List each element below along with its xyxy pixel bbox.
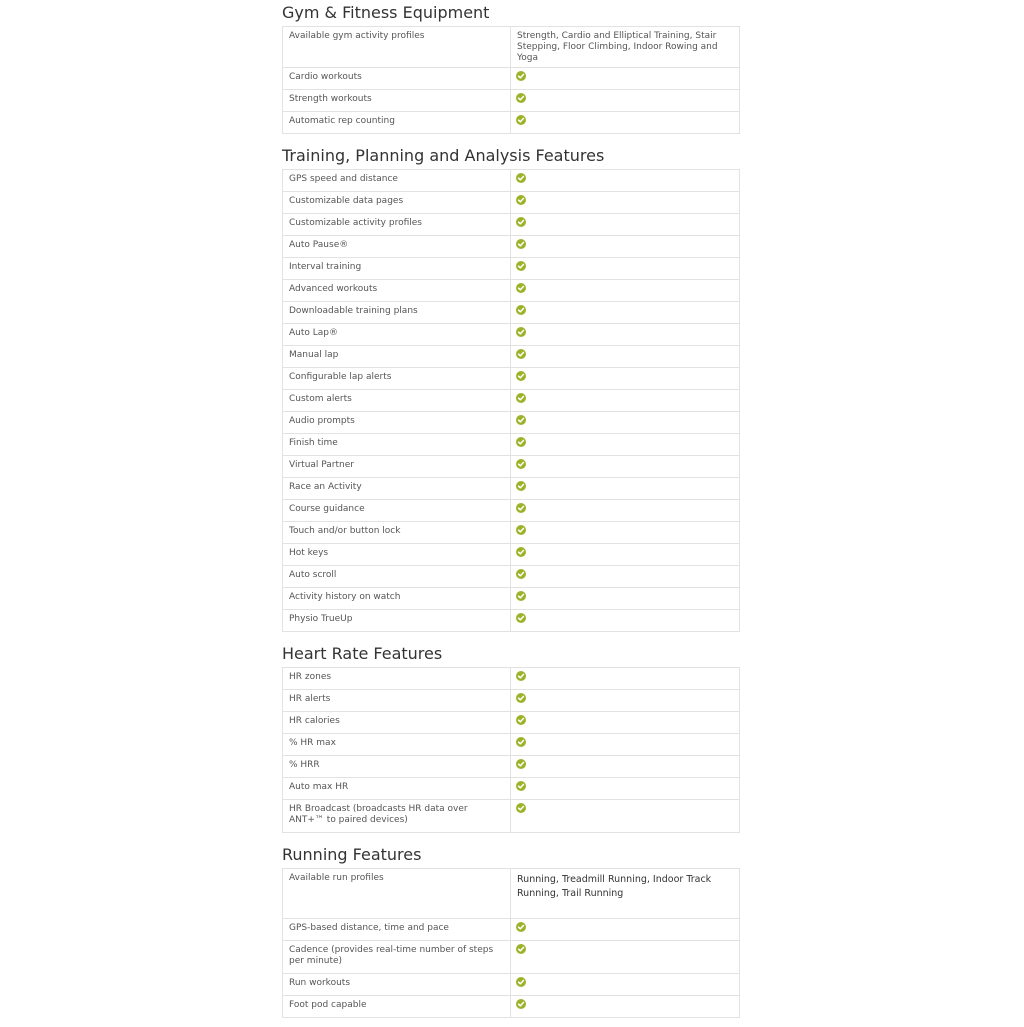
feature-value xyxy=(511,756,740,778)
table-row xyxy=(283,610,740,632)
section-title-heart-rate-features: Heart Rate Features xyxy=(282,644,443,663)
table-row xyxy=(283,27,740,68)
table-row xyxy=(283,778,740,800)
feature-label: GPS speed and distance xyxy=(283,170,511,192)
table-row xyxy=(283,919,740,941)
feature-link[interactable]: Physio TrueUp xyxy=(283,610,511,632)
table-row xyxy=(283,478,740,500)
spec-content xyxy=(282,0,741,1027)
feature-label: HR Broadcast (broadcasts HR data over ANT+™ to paired devices) xyxy=(283,800,511,833)
check-icon xyxy=(516,239,526,249)
feature-value xyxy=(511,544,740,566)
check-icon xyxy=(516,93,526,103)
table-row xyxy=(283,522,740,544)
table-row xyxy=(283,280,740,302)
check-icon xyxy=(516,261,526,271)
feature-value xyxy=(511,434,740,456)
table-row xyxy=(283,368,740,390)
check-icon xyxy=(516,547,526,557)
table-row xyxy=(283,690,740,712)
feature-value xyxy=(511,456,740,478)
spec-table-training-planning-and-analysis-features xyxy=(282,169,740,632)
feature-value xyxy=(511,324,740,346)
feature-label: % HRR xyxy=(283,756,511,778)
check-icon xyxy=(516,459,526,469)
feature-label: Run workouts xyxy=(283,974,511,996)
feature-value xyxy=(511,690,740,712)
check-icon xyxy=(516,977,526,987)
feature-label: Manual lap xyxy=(283,346,511,368)
table-row xyxy=(283,434,740,456)
feature-value xyxy=(511,236,740,258)
feature-label: Customizable activity profiles xyxy=(283,214,511,236)
feature-label: Custom alerts xyxy=(283,390,511,412)
feature-value xyxy=(511,588,740,610)
check-icon xyxy=(516,393,526,403)
check-icon xyxy=(516,591,526,601)
table-row xyxy=(283,712,740,734)
feature-label: Touch and/or button lock xyxy=(283,522,511,544)
table-row xyxy=(283,258,740,280)
table-row xyxy=(283,302,740,324)
feature-value xyxy=(511,566,740,588)
feature-label: Auto Lap® xyxy=(283,324,511,346)
feature-value xyxy=(511,778,740,800)
check-icon xyxy=(516,115,526,125)
table-row xyxy=(283,566,740,588)
feature-label: Cadence (provides real-time number of steps per minute) xyxy=(283,941,511,974)
table-row xyxy=(283,412,740,434)
feature-value xyxy=(511,170,740,192)
feature-label: Strength workouts xyxy=(283,90,511,112)
spec-table-gym-fitness-equipment xyxy=(282,26,740,134)
check-icon xyxy=(516,217,526,227)
feature-label: Cardio workouts xyxy=(283,68,511,90)
feature-value xyxy=(511,346,740,368)
check-icon xyxy=(516,195,526,205)
table-row xyxy=(283,588,740,610)
check-icon xyxy=(516,715,526,725)
check-icon xyxy=(516,437,526,447)
check-icon xyxy=(516,283,526,293)
table-row xyxy=(283,996,740,1018)
check-icon xyxy=(516,415,526,425)
spec-table-running-features xyxy=(282,868,740,1018)
feature-value xyxy=(511,280,740,302)
check-icon xyxy=(516,327,526,337)
feature-label: Auto scroll xyxy=(283,566,511,588)
check-icon xyxy=(516,525,526,535)
check-icon xyxy=(516,944,526,954)
table-row xyxy=(283,869,740,919)
check-icon xyxy=(516,922,526,932)
table-row xyxy=(283,390,740,412)
feature-label: Downloadable training plans xyxy=(283,302,511,324)
feature-value xyxy=(511,302,740,324)
feature-value xyxy=(511,68,740,90)
table-row xyxy=(283,346,740,368)
table-row xyxy=(283,170,740,192)
feature-value xyxy=(511,800,740,833)
feature-value xyxy=(511,941,740,974)
feature-value xyxy=(511,996,740,1018)
feature-label: Foot pod capable xyxy=(283,996,511,1018)
feature-label: Configurable lap alerts xyxy=(283,368,511,390)
table-row xyxy=(283,500,740,522)
check-icon xyxy=(516,613,526,623)
table-row xyxy=(283,236,740,258)
feature-label: Interval training xyxy=(283,258,511,280)
check-icon xyxy=(516,781,526,791)
table-row xyxy=(283,68,740,90)
feature-label: Customizable data pages xyxy=(283,192,511,214)
feature-label: Auto max HR xyxy=(283,778,511,800)
feature-value xyxy=(511,974,740,996)
check-icon xyxy=(516,759,526,769)
feature-label: Finish time xyxy=(283,434,511,456)
check-icon xyxy=(516,503,526,513)
feature-label: HR alerts xyxy=(283,690,511,712)
feature-label: HR zones xyxy=(283,668,511,690)
table-row xyxy=(283,456,740,478)
check-icon xyxy=(516,671,526,681)
section-title-running-features: Running Features xyxy=(282,845,422,864)
table-row xyxy=(283,324,740,346)
feature-value xyxy=(511,412,740,434)
table-row xyxy=(283,192,740,214)
table-row xyxy=(283,214,740,236)
feature-value xyxy=(511,610,740,632)
check-icon xyxy=(516,999,526,1009)
table-row xyxy=(283,974,740,996)
feature-value-text: Running, Treadmill Running, Indoor Track Running, Trail Running xyxy=(511,869,740,919)
feature-value xyxy=(511,500,740,522)
feature-value-text: Strength, Cardio and Elliptical Training, Stair Stepping, Floor Climbing, Indoor Rowing and Yoga xyxy=(511,27,740,68)
section-title-gym-fitness-equipment: Gym & Fitness Equipment xyxy=(282,3,490,22)
feature-label: HR calories xyxy=(283,712,511,734)
feature-value xyxy=(511,919,740,941)
table-row xyxy=(283,544,740,566)
check-icon xyxy=(516,569,526,579)
feature-label: Race an Activity xyxy=(283,478,511,500)
feature-value xyxy=(511,712,740,734)
feature-value xyxy=(511,390,740,412)
feature-label: Automatic rep counting xyxy=(283,112,511,134)
check-icon xyxy=(516,693,526,703)
feature-value xyxy=(511,192,740,214)
feature-label: Advanced workouts xyxy=(283,280,511,302)
check-icon xyxy=(516,371,526,381)
spec-table-heart-rate-features xyxy=(282,667,740,833)
feature-value xyxy=(511,734,740,756)
feature-value xyxy=(511,258,740,280)
feature-value xyxy=(511,368,740,390)
feature-label: Virtual Partner xyxy=(283,456,511,478)
check-icon xyxy=(516,305,526,315)
table-row xyxy=(283,756,740,778)
feature-label: Available gym activity profiles xyxy=(283,27,511,68)
table-row xyxy=(283,90,740,112)
table-row xyxy=(283,800,740,833)
feature-label: Available run profiles xyxy=(283,869,511,919)
section-title-training-planning-and-analysis-features: Training, Planning and Analysis Features xyxy=(282,146,605,165)
feature-value xyxy=(511,668,740,690)
check-icon xyxy=(516,803,526,813)
feature-label: Auto Pause® xyxy=(283,236,511,258)
check-icon xyxy=(516,481,526,491)
feature-value xyxy=(511,214,740,236)
check-icon xyxy=(516,737,526,747)
feature-label: Activity history on watch xyxy=(283,588,511,610)
feature-value xyxy=(511,522,740,544)
table-row xyxy=(283,941,740,974)
check-icon xyxy=(516,349,526,359)
feature-label: GPS-based distance, time and pace xyxy=(283,919,511,941)
feature-value xyxy=(511,90,740,112)
feature-label: Audio prompts xyxy=(283,412,511,434)
table-row xyxy=(283,112,740,134)
check-icon xyxy=(516,71,526,81)
table-row xyxy=(283,668,740,690)
feature-label: % HR max xyxy=(283,734,511,756)
feature-label: Course guidance xyxy=(283,500,511,522)
feature-value xyxy=(511,478,740,500)
feature-value xyxy=(511,112,740,134)
check-icon xyxy=(516,173,526,183)
feature-label: Hot keys xyxy=(283,544,511,566)
table-row xyxy=(283,734,740,756)
